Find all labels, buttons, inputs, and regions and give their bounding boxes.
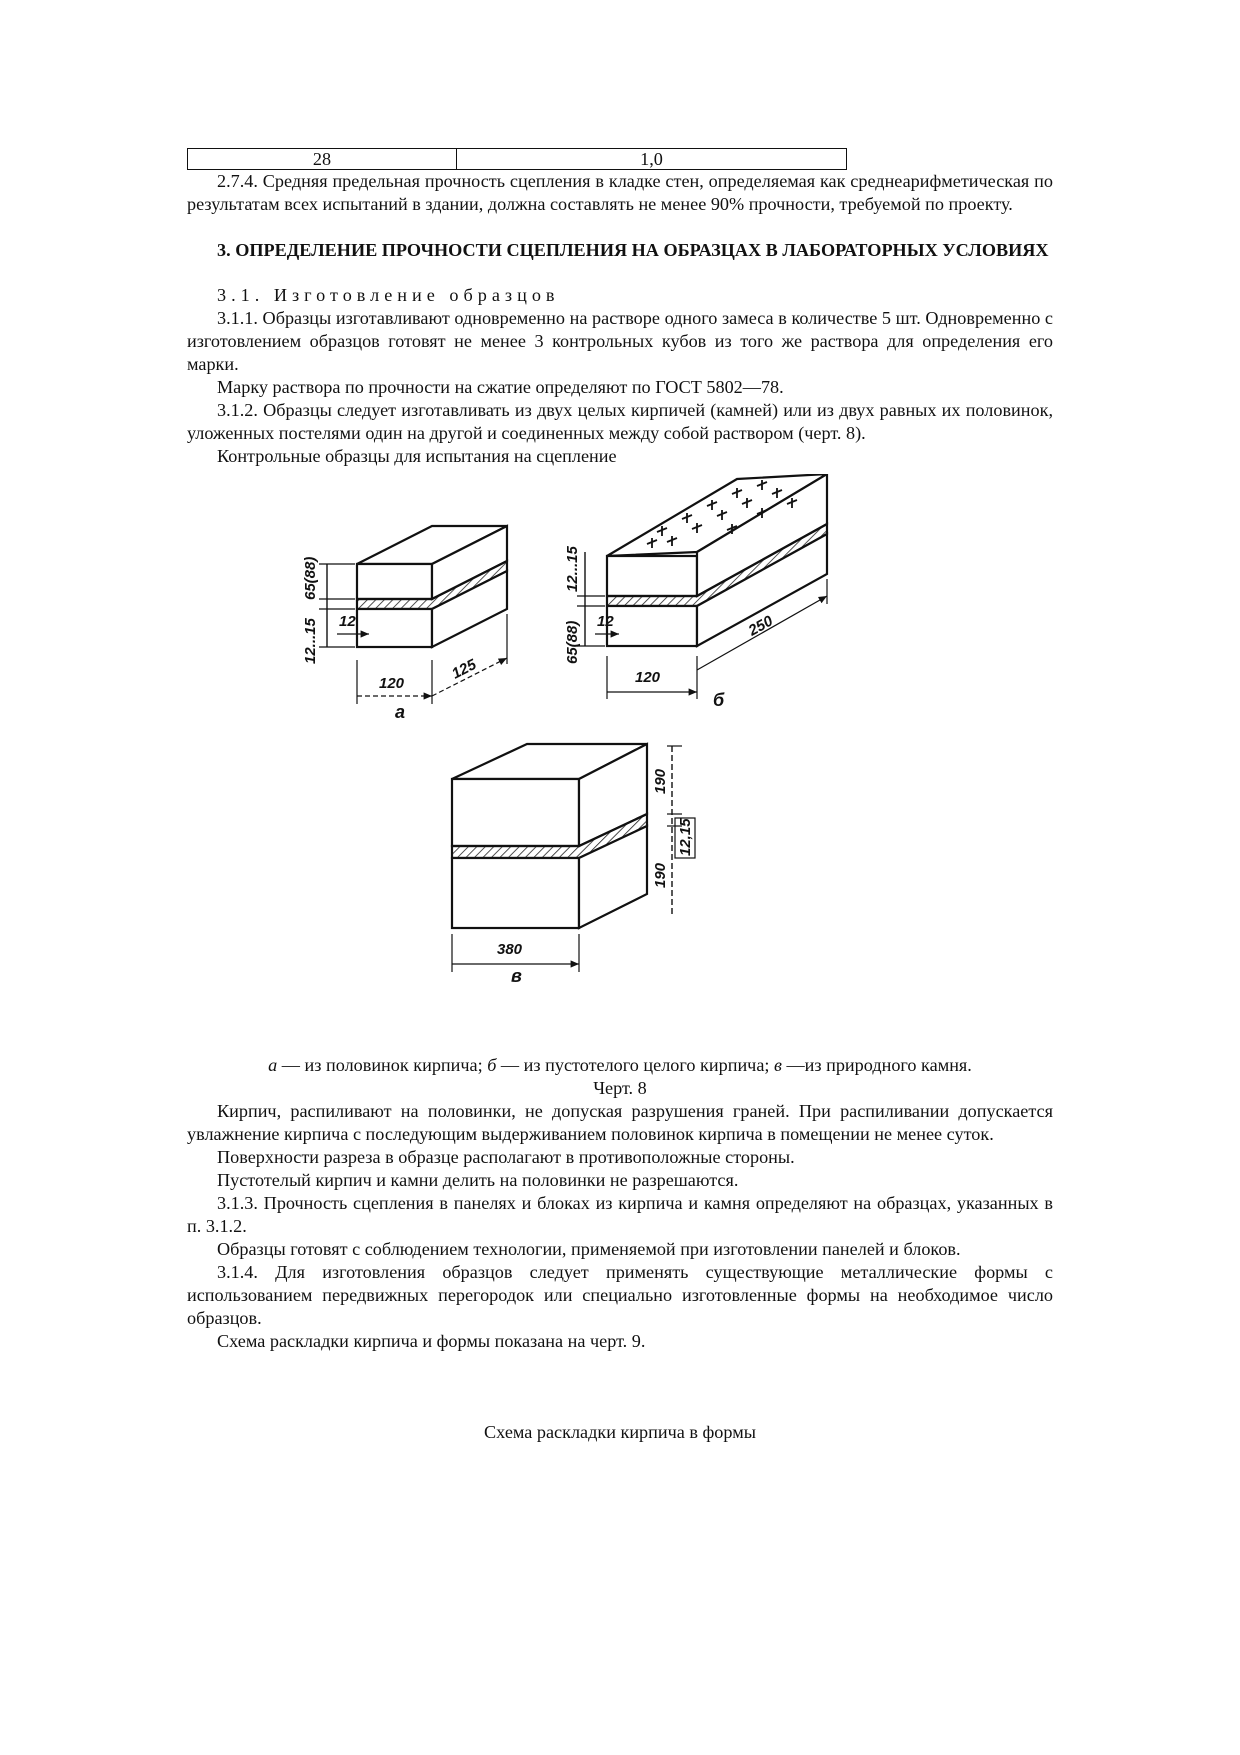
dim-label: 190 <box>652 768 669 794</box>
figure-8-drawing <box>187 474 1053 1054</box>
dim-label: 250 <box>745 612 776 640</box>
table-cell: 28 <box>188 149 457 170</box>
paragraph-3-1-2: 3.1.2. Образцы следует изготавливать из двух целых кирпичей (камней) или из двух равных их половинок, уложенных постелями один на другой и соединенных между собой раствором (черт. 8). <box>187 400 1053 443</box>
dim-label: 12 <box>597 613 614 630</box>
paragraph-3-1-1: 3.1.1. Образцы изготавливают одновременно на растворе одного замеса в количестве 5 шт. Одновременно с изготовлением образцов готовят не менее 3 контрольных кубов из того же раствора для определения его марки. <box>187 308 1053 374</box>
caption-key: в <box>774 1055 782 1075</box>
paragraph-mark: Марку раствора по прочности на сжатие определяют по ГОСТ 5802—78. <box>217 377 784 397</box>
dim-label: 12,15 <box>677 818 694 856</box>
dim-label: 120 <box>635 669 661 686</box>
dim-label: 120 <box>379 675 405 692</box>
paragraph-hollow: Пустотелый кирпич и камни делить на половинки не разрешаются. <box>217 1170 739 1190</box>
figure-caption <box>187 1054 1053 1077</box>
dim-label: 12...15 <box>302 618 319 664</box>
scheme-title: Схема раскладки кирпича в формы <box>484 1422 756 1442</box>
specimen-a-label: а <box>395 702 406 722</box>
subsection-3-1-heading: 3.1. Изготовление образцов <box>217 285 560 305</box>
specimen-c-label: в <box>511 966 522 986</box>
caption-text: —из природного камня. <box>781 1055 972 1075</box>
values-table <box>187 148 847 170</box>
figure-8 <box>187 474 1053 1054</box>
paragraph-3-1-3: 3.1.3. Прочность сцепления в панелях и блоках из кирпича и камня определяют на образцах, указанных в п. 3.1.2. <box>187 1193 1053 1236</box>
dim-label: 12 <box>339 613 356 630</box>
paragraph-cut: Поверхности разреза в образце располагают в противоположные стороны. <box>217 1147 795 1167</box>
table-row <box>188 149 847 170</box>
caption-text: — из пустотелого целого кирпича; <box>496 1055 774 1075</box>
specimen-b <box>577 474 827 699</box>
dim-label: 65(88) <box>302 556 319 600</box>
caption-key: а <box>268 1055 278 1075</box>
caption-key: б <box>487 1055 497 1075</box>
paragraph-3-1-4: 3.1.4. Для изготовления образцов следует применять существующие металлические формы с использованием передвижных перегородок или специально изготовленные формы на необходимое число образцов. <box>187 1262 1053 1328</box>
dim-label: 190 <box>652 862 669 888</box>
table-cell: 1,0 <box>457 149 847 170</box>
paragraph-tech: Образцы готовят с соблюдением технологии, применяемой при изготовлении панелей и блоков. <box>217 1239 961 1259</box>
paragraph-2-7-4: 2.7.4. Средняя предельная прочность сцепления в кладке стен, определяемая как среднеарифметическая по результатам всех испытаний в здании, должна составлять не менее 90% прочности, требуемой по проекту. <box>187 171 1053 214</box>
caption-text: — из половинок кирпича; <box>277 1055 488 1075</box>
dim-label: 12...15 <box>564 546 581 592</box>
figure-number: Черт. 8 <box>593 1078 647 1098</box>
dim-label: 65(88) <box>564 620 581 664</box>
section-3-heading: 3. ОПРЕДЕЛЕНИЕ ПРОЧНОСТИ СЦЕПЛЕНИЯ НА ОБРАЗЦАХ В ЛАБОРАТОРНЫХ УСЛОВИЯХ <box>217 240 1049 260</box>
specimen-b-label: б <box>713 690 725 710</box>
dim-label: 125 <box>449 656 480 683</box>
dim-label: 380 <box>497 941 523 958</box>
figure-title: Контрольные образцы для испытания на сцепление <box>217 446 617 466</box>
paragraph-saw: Кирпич, распиливают на половинки, не допуская разрушения граней. При распиливании допускается увлажнение кирпича с последующим выдерживанием половинок кирпича в помещении не менее суток. <box>187 1101 1053 1144</box>
paragraph-scheme: Схема раскладки кирпича и формы показана на черт. 9. <box>217 1331 646 1351</box>
document-page <box>187 148 1053 1444</box>
